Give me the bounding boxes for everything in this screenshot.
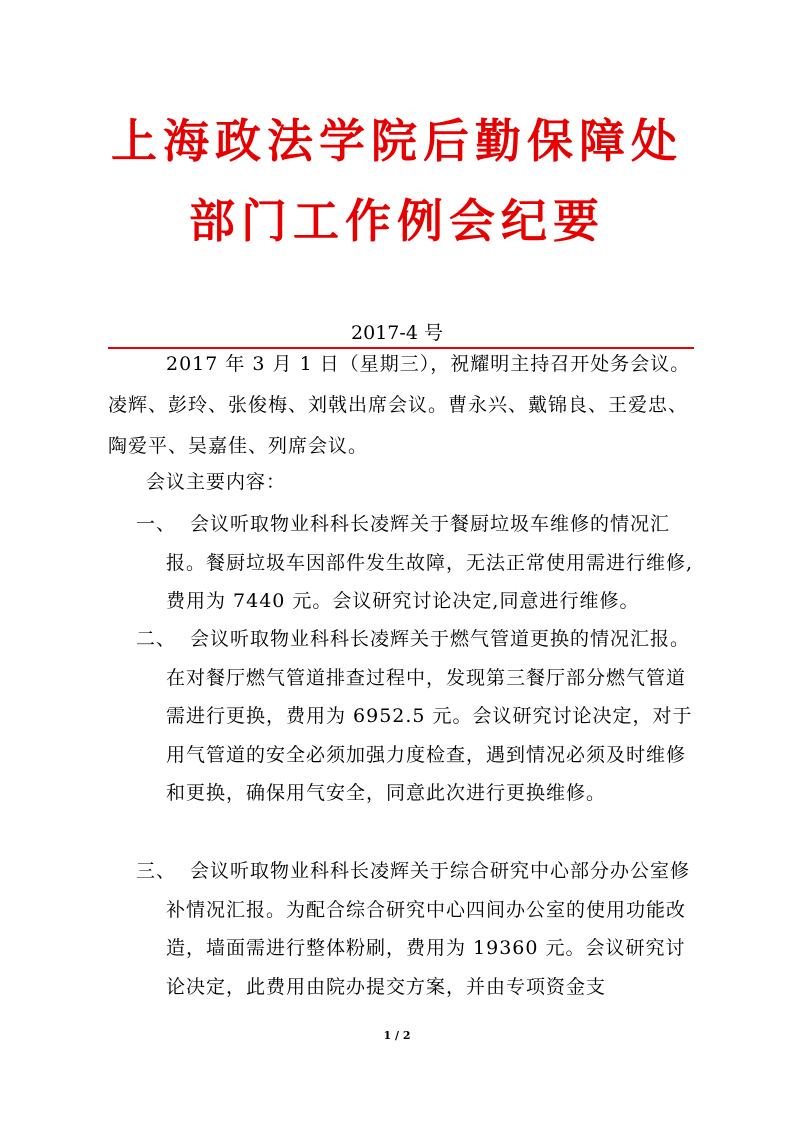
agenda-item-text: 会议听取物业科科长凌辉关于燃气管道更换的情况汇报。在对餐厅燃气管道排查过程中，发现第三餐厅部分燃气管道需进行更换，费用为 6952.5 元。会议研究讨论决定，对于用气管道的安全必须加强力度检查，遇到情况必须及时维修和更换，确保用气安全，同意此次进行更换维修。	[166, 628, 693, 804]
agenda-item	[136, 505, 698, 621]
intro-paragraph: 2017 年 3 月 1 日（星期三），祝耀明主持召开处务会议。凌辉、彭玲、张俊梅、刘戟出席会议。曹永兴、戴锦良、王爱忠、陶爱平、吴嘉佳、列席会议。	[108, 353, 691, 457]
document-number: 2017-4 号	[351, 322, 443, 344]
agenda-item-text: 会议听取物业科科长凌辉关于综合研究中心部分办公室修补情况汇报。为配合综合研究中心四间办公室的使用功能改造，墙面需进行整体粉刷，费用为 19360 元。会议研究讨论决定，此费用由院办提交方案，并由专项资金支	[166, 860, 691, 998]
agenda-item-number: 一、	[136, 513, 177, 535]
agenda-item	[136, 620, 698, 813]
document-title-line-2: 部门工作例会纪要	[189, 194, 605, 248]
page-number: 1 / 2	[383, 1029, 411, 1042]
agenda-item-number: 二、	[136, 628, 177, 650]
agenda-item-text: 会议听取物业科科长凌辉关于餐厨垃圾车维修的情况汇报。餐厨垃圾车因部件发生故障，无法正常使用需进行维修,费用为 7440 元。会议研究讨论决定,同意进行维修。	[166, 513, 694, 612]
document-title-line-1: 上海政法学院后勤保障处	[111, 114, 683, 168]
section-heading: 会议主要内容：	[146, 471, 287, 493]
agenda-item-number: 三、	[136, 860, 177, 882]
agenda-item	[136, 852, 698, 1006]
